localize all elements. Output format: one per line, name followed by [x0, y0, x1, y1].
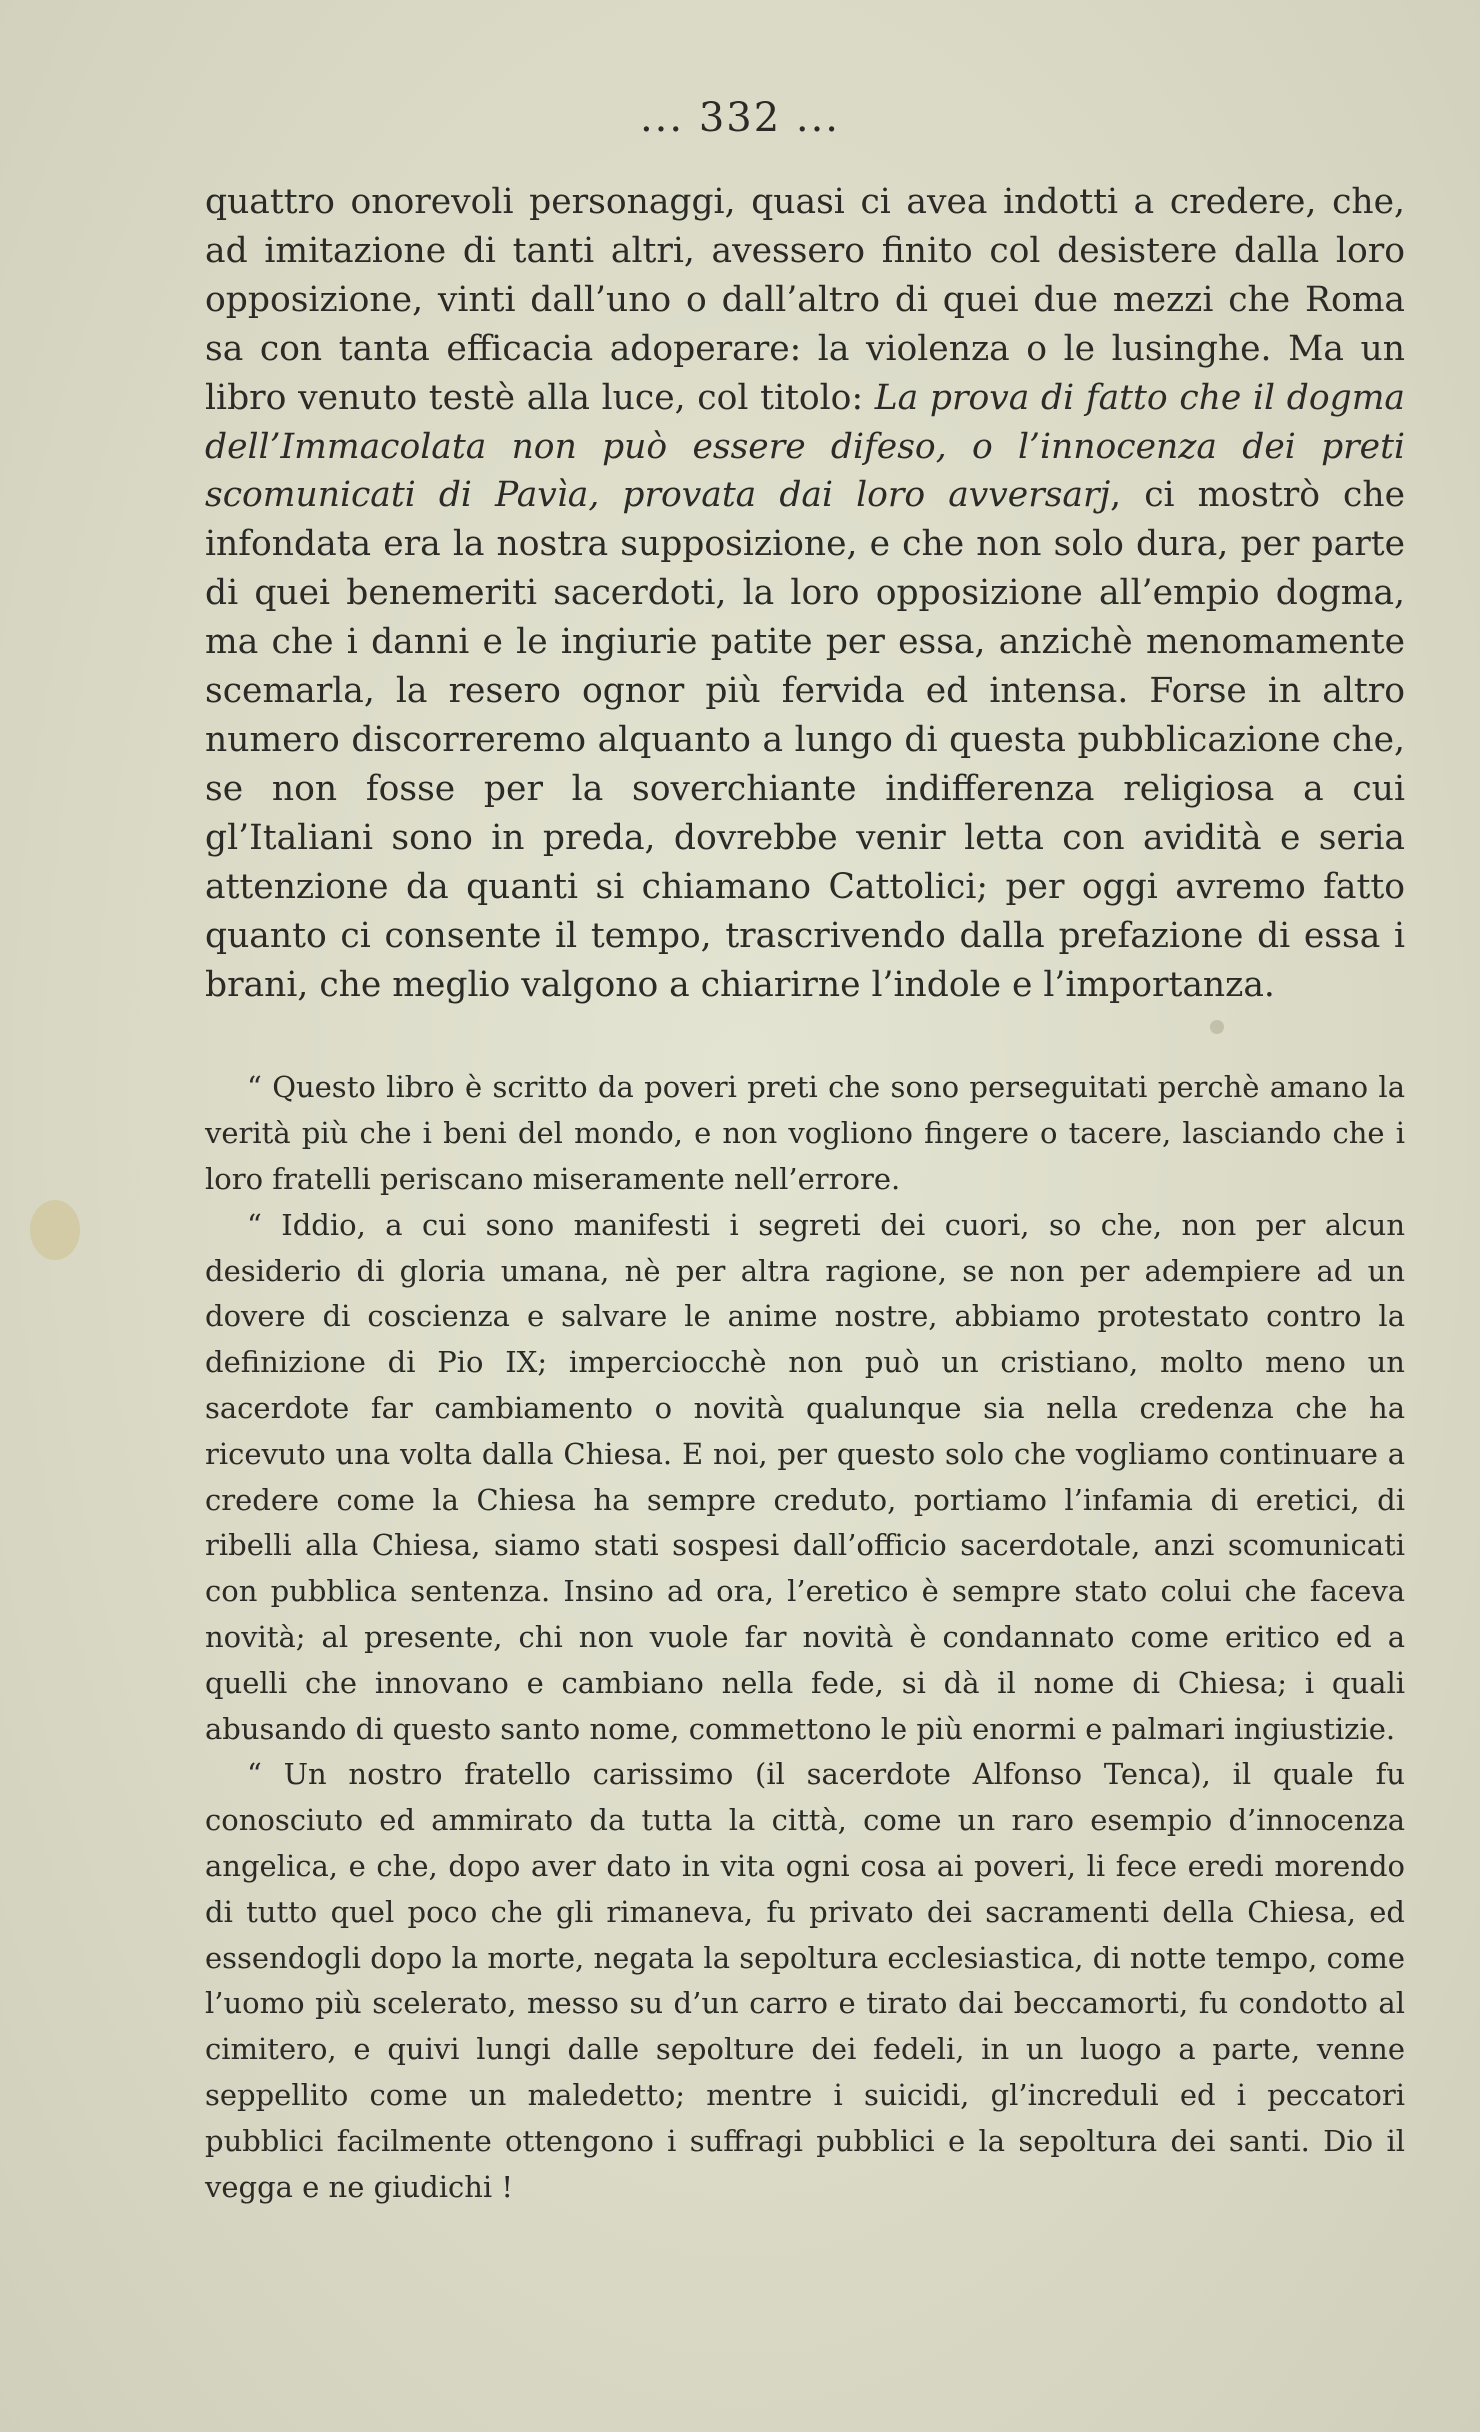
quote-paragraph-2: “ Iddio, a cui sono manifesti i segreti dei cuori, so che, non per alcun desiderio di gloria umana, nè per altra ragione, se non per adempiere ad un dovere di coscienza e salvare le anime nostre, abbiamo protestato contro la definizione di Pio IX; imperciocchè non può un cristiano, molto meno un sacerdote far cambiamento o novità qualunque sia nella credenza che ha ricevuto una volta dalla Chiesa. E noi, per questo solo che vogliamo continuare a credere come la Chiesa ha sempre creduto, portiamo l’infamia di eretici, di ribelli alla Chiesa, siamo stati sospesi dall’officio sacerdotale, anzi scomunicati con pubblica sentenza. Insino ad ora, l’eretico è sempre stato colui che faceva novità; al presente, chi non vuole far novità è condannato come eritico ed a quelli che innovano e cambiano nella fede, si dà il nome di Chiesa; i quali abusando di questo santo nome, commettono le più enormi e palmari ingiustizie.	[205, 1207, 1405, 1746]
main-paragraph-part2: , ci mostrò che infondata era la nostra supposizione, e che non solo dura, per parte di quei benemeriti sacerdoti, la loro opposizione all’empio dogma, ma che i danni e le ingiurie patite per essa, anzichè menomamente scemarla, la resero ognor più fervida ed intensa. Forse in altro numero discorreremo alquanto a lungo di questa pubblicazione che, se non fosse per la soverchiante indifferenza religiosa a cui gl’Italiani sono in preda, dovrebbe venir letta con avidità e seria attenzione da quanti si chiamano Cattolici; per oggi avremo fatto quanto ci consente il tempo, trascrivendo dalla prefazione di essa i brani, che meglio valgono a chiarirne l’indole e l’importanza.	[205, 475, 1406, 1005]
quote-paragraph-1: “ Questo libro è scritto da poveri preti che sono perseguitati perchè amano la verità più che i beni del mondo, e non vogliono fingere o tacere, lasciando che i loro fratelli periscano miseramente nell’errore.	[205, 1070, 1405, 1196]
main-paragraph	[205, 178, 1405, 1009]
body-text	[205, 178, 1405, 2210]
page-number: ... 332 ...	[639, 95, 841, 141]
quotation-block	[205, 1065, 1405, 2210]
main-paragraph-part1: quattro onorevoli personaggi, quasi ci avea indotti a credere, che, ad imitazione di tanti altri, avessero finito col desistere dalla loro opposizione, vinti dall’uno o dall’altro di quei due mezzi che Roma sa con tanta efficacia adoperare: la violenza o le lusinghe. Ma un libro venuto testè alla luce, col titolo:	[205, 182, 1405, 418]
quote-paragraph-3: “ Un nostro fratello carissimo (il sacerdote Alfonso Tenca), il quale fu conosciuto ed ammirato da tutta la città, come un raro esempio d’innocenza angelica, e che, dopo aver dato in vita ogni cosa ai poveri, li fece eredi morendo di tutto quel poco che gli rimaneva, fu privato dei sacramenti della Chiesa, ed essendogli dopo la morte, negata la sepoltura ecclesiastica, di notte tempo, come l’uomo più scelerato, messo su d’un carro e tirato dai beccamorti, fu condotto al cimitero, e quivi lungi dalle sepolture dei fedeli, in un luogo a parte, venne seppellito come un maledetto; mentre i suicidi, gl’increduli ed i peccatori pubblici facilmente ottengono i suffragi pubblici e la sepoltura dei santi. Dio il vegga e ne giudichi !	[205, 1757, 1405, 2204]
book-title: La prova di fatto che il dogma dell’Immacolata non può essere difeso, o l’innocenza dei preti scomunicati di Pavìa, provata dai loro avversarj	[205, 377, 1406, 516]
paper-stain	[30, 1200, 80, 1260]
